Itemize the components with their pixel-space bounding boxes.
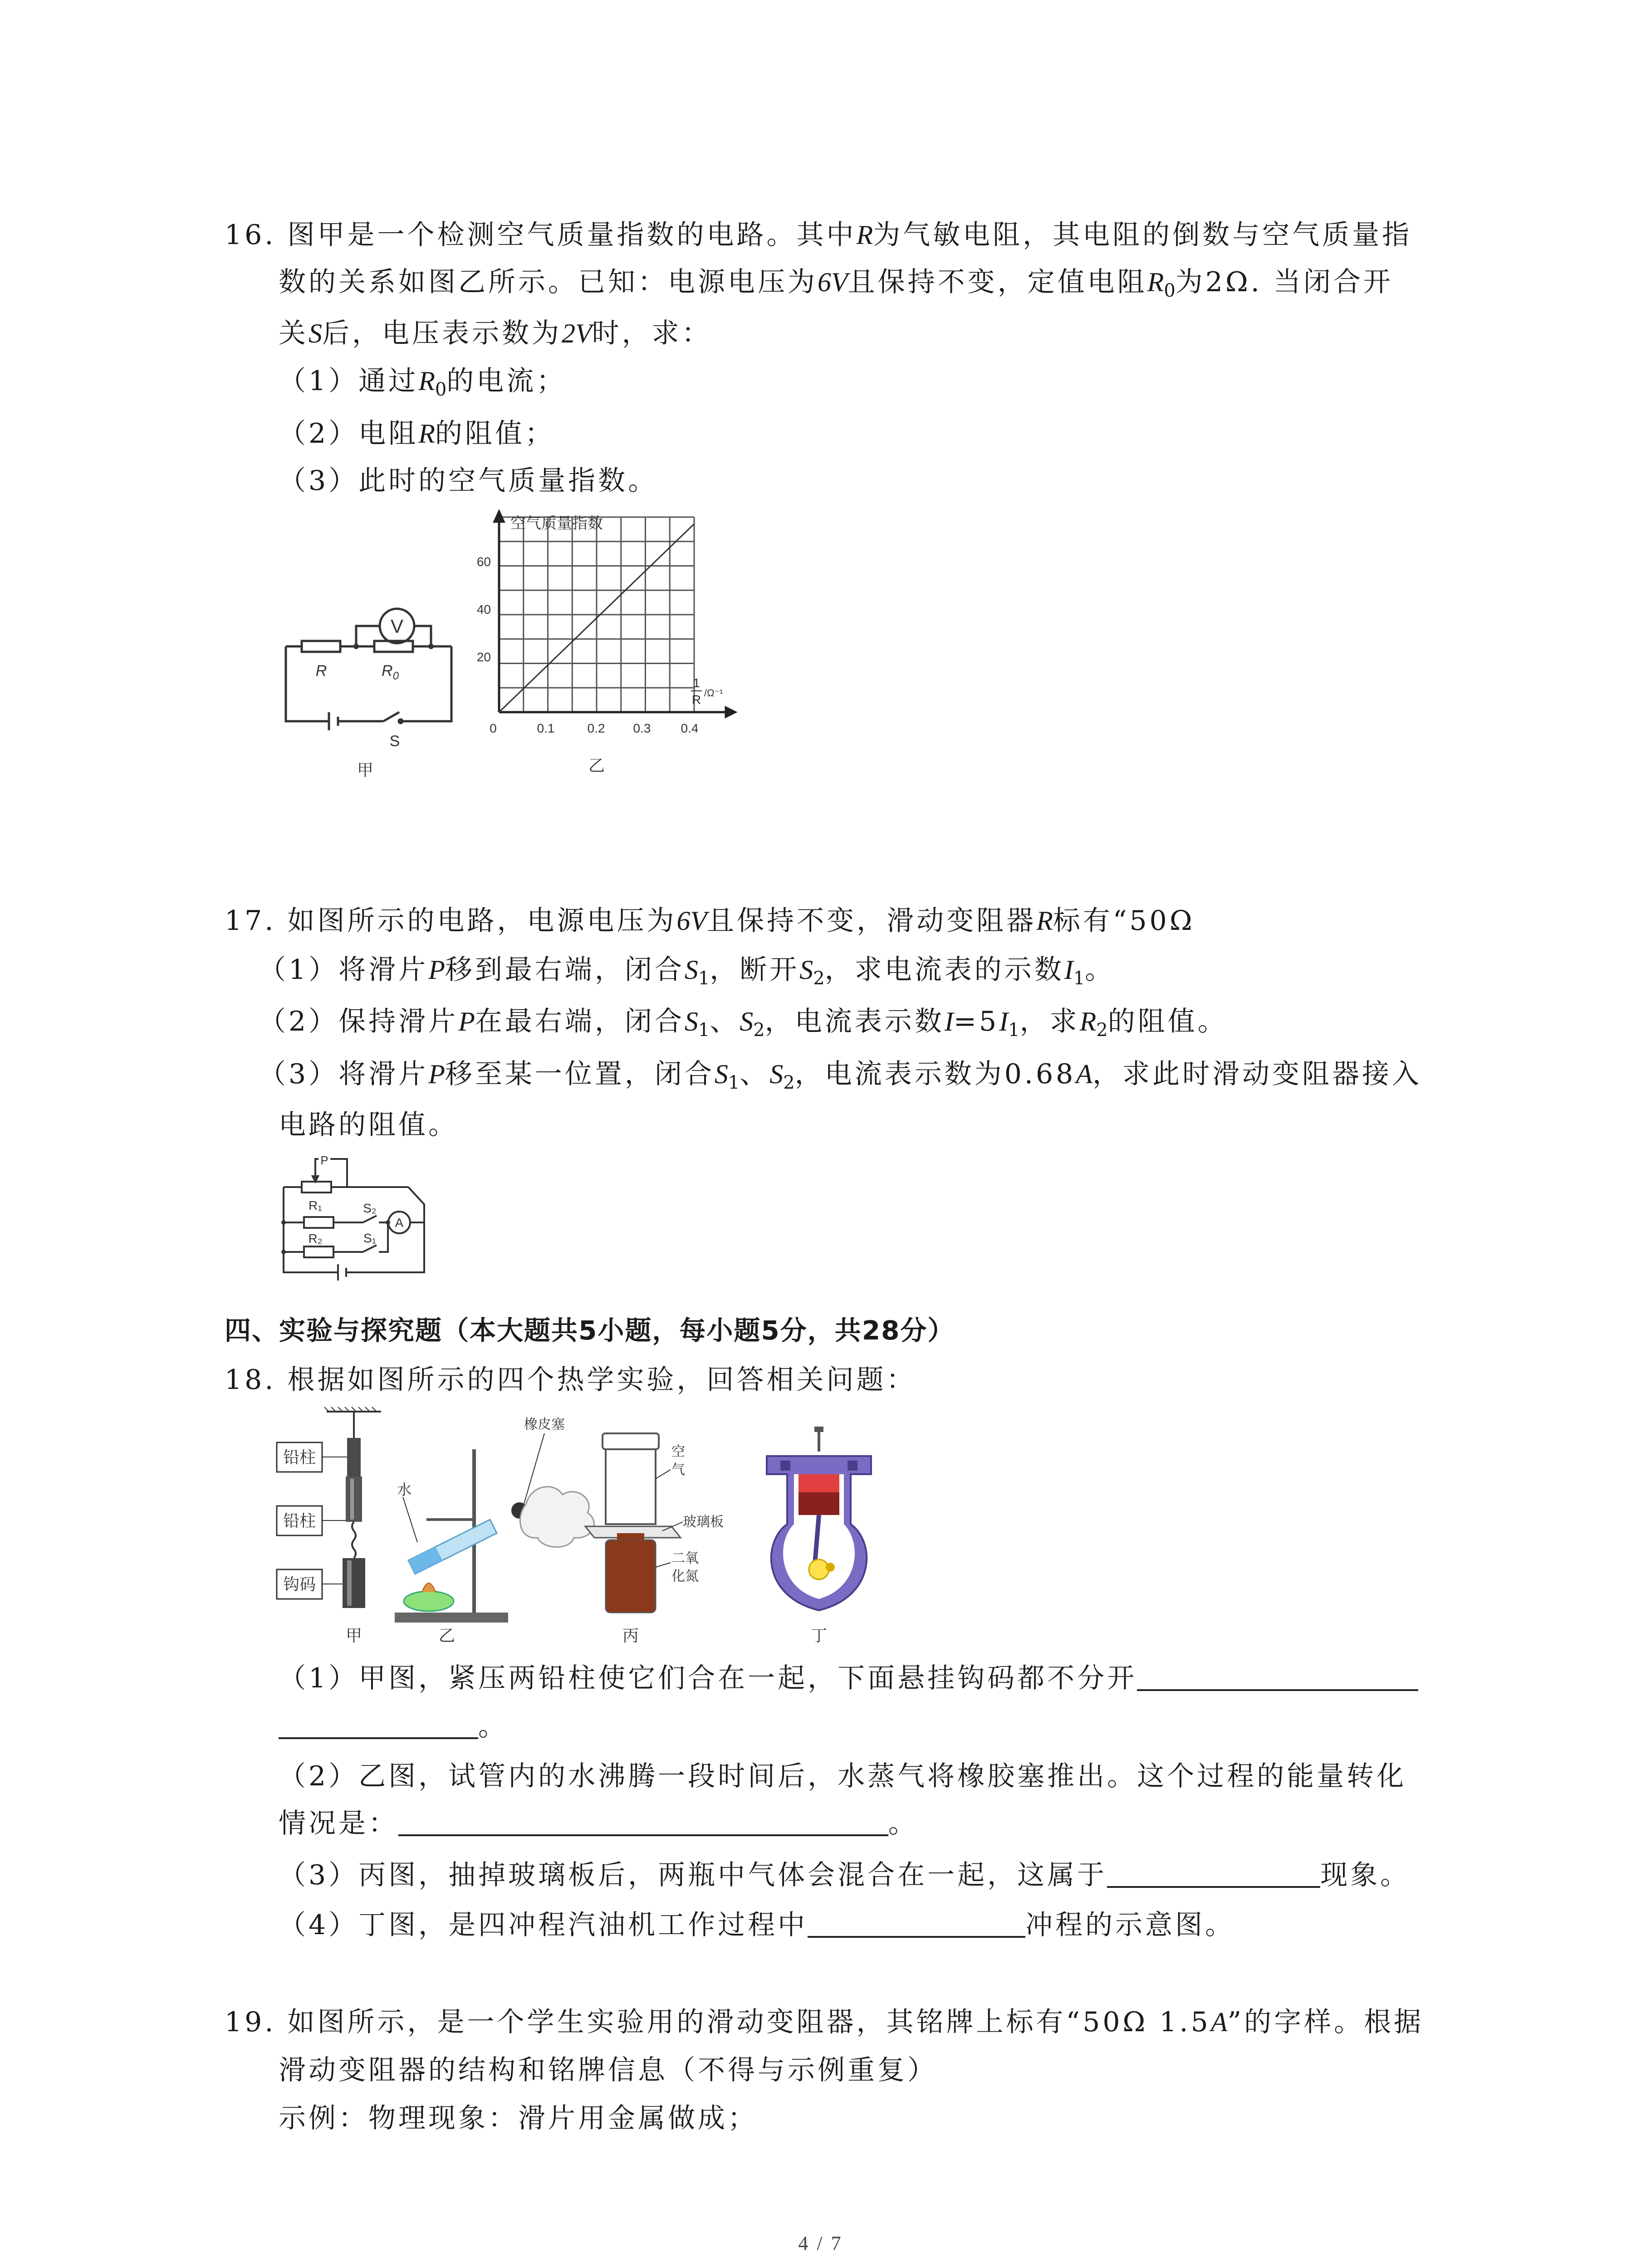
label-weight: 钩码 [283, 1575, 316, 1593]
q19-line1: 19. 如图所示，是一个学生实验用的滑动变阻器，其铭牌上标有“50Ω 1.5A”的字样。根据 [225, 2006, 1424, 2038]
q17-circuit-figure [274, 1154, 447, 1286]
page-number: 4 / 7 [798, 2232, 843, 2254]
xtick-0-2: 0.2 [587, 721, 605, 735]
fig-caption-bing-18: 丙 [622, 1626, 639, 1645]
resistor-r0-label: $R_0$ [382, 662, 399, 682]
label-glass-plate: 玻璃板 [683, 1515, 724, 1530]
q16-sub1: （1）通过$R_0$的电流； [279, 365, 567, 400]
ammeter-label: A [395, 1216, 404, 1230]
fig-caption-jia: 甲 [357, 761, 374, 779]
label-lead-2: 铅柱 [283, 1511, 316, 1530]
q16-sub2: （2）电阻R的阻值； [279, 418, 555, 450]
q18-sub4: （4）丁图，是四冲程汽油机工作过程中 冲程的示意图。 [279, 1909, 1235, 1941]
q19-line3: 示例：物理现象：滑片用金属做成； [279, 2102, 758, 2134]
q16-aqi-graph [476, 503, 744, 776]
q18-answer-blank-1b[interactable] [279, 1737, 478, 1739]
label-water: 水 [397, 1481, 412, 1498]
label-lead-1: 铅柱 [283, 1448, 316, 1466]
q18-answer-blank-3[interactable] [1107, 1886, 1320, 1888]
gas-diffusion-apparatus [585, 1433, 724, 1613]
q18-answer-blank-2[interactable] [398, 1834, 888, 1836]
q17-sub2: （2）保持滑片P在最右端，闭合$S_1$、$S_2$，电流表示数$I=5I_1$，求$R_2$的阻值。 [259, 1006, 1228, 1041]
xtick-0-1: 0.1 [537, 721, 555, 735]
q18-experiments-figure [272, 1406, 885, 1647]
q18-sub1-line2: 。 [279, 1708, 508, 1745]
q18-sub2-line2: 情况是： 。 [279, 1808, 918, 1839]
xtick-0-3: 0.3 [633, 721, 651, 735]
q17-sub3-line2: 电路的阻值。 [279, 1109, 458, 1141]
voltmeter-label: V [390, 616, 404, 637]
r1-label: R₁ [309, 1198, 322, 1212]
xlabel-unit: /Ω⁻¹ [704, 687, 723, 699]
label-no2-1: 二氧 [671, 1551, 699, 1566]
q16-line1: 16. 图甲是一个检测空气质量指数的电路。其中R为气敏电阻，其电阻的倒数与空气质量指 [225, 219, 1412, 251]
q18-intro: 18. 根据如图所示的四个热学实验，回答相关问题： [225, 1364, 916, 1396]
r2-label: R₂ [308, 1232, 323, 1246]
q16-line3: 关S后，电压表示数为2V时，求： [279, 318, 712, 349]
q18-sub2: （2）乙图，试管内的水沸腾一段时间后，水蒸气将橡胶塞推出。这个过程的能量转化 [279, 1760, 1407, 1792]
s2-label: S₂ [363, 1201, 377, 1215]
fig-caption-jia-18: 甲 [345, 1626, 362, 1645]
slider-p-label: P [320, 1154, 328, 1167]
q16-circuit-figure [277, 590, 467, 780]
xtick-0: 0 [490, 721, 497, 735]
fig-caption-yi: 乙 [588, 756, 605, 775]
switch-s-label: S [389, 733, 400, 750]
label-air-1: 空 [671, 1444, 685, 1459]
ytick-60: 60 [476, 555, 491, 569]
q18-answer-blank-4[interactable] [808, 1936, 1025, 1938]
fig-caption-ding-18: 丁 [810, 1626, 828, 1645]
xtick-0-4: 0.4 [681, 721, 699, 735]
q18-sub3: （3）丙图，抽掉玻璃板后，两瓶中气体会混合在一起，这属于 现象。 [279, 1859, 1411, 1891]
label-air-2: 气 [671, 1462, 685, 1477]
q17-sub3: （3）将滑片P移至某一位置，闭合$S_1$、$S_2$，电流表示数为0.68A，求此时滑动变阻器接入 [259, 1058, 1422, 1093]
s1-label: S₁ [363, 1231, 377, 1245]
fig-caption-yi-18: 乙 [438, 1626, 456, 1645]
label-stopper: 橡皮塞 [524, 1417, 565, 1432]
resistor-r-label: R [315, 662, 327, 679]
q16-sub3: （3）此时的空气质量指数。 [279, 465, 658, 497]
graph-ylabel: 空气质量指数 [510, 515, 603, 532]
lead-cylinders-apparatus [277, 1407, 381, 1608]
q17-sub1: （1）将滑片P移到最右端，闭合$S_1$，断开$S_2$，求电流表的示数$I_1$。 [259, 954, 1115, 989]
test-tube-apparatus [395, 1417, 594, 1623]
ytick-20: 20 [476, 650, 491, 664]
xlabel-den: R [691, 693, 701, 707]
label-no2-2: 化氮 [671, 1569, 699, 1584]
q19-line2: 滑动变阻器的结构和铭牌信息（不得与示例重复） [279, 2054, 937, 2086]
q17-line1: 17. 如图所示的电路，电源电压为6V且保持不变，滑动变阻器R标有“50Ω [225, 905, 1195, 937]
ytick-40: 40 [476, 602, 491, 616]
engine-apparatus [767, 1427, 871, 1610]
q18-answer-blank-1a[interactable] [1137, 1689, 1418, 1691]
section4-heading: 四、实验与探究题（本大题共5小题，每小题5分，共28分） [225, 1315, 955, 1346]
q16-line2: 数的关系如图乙所示。已知：电源电压为6V且保持不变，定值电阻$R_0$为2Ω. 当闭合开 [279, 266, 1393, 301]
q18-sub1: （1）甲图，紧压两铅柱使它们合在一起，下面悬挂钩码都不分开 [279, 1660, 1418, 1696]
xlabel-num: 1 [693, 676, 700, 690]
